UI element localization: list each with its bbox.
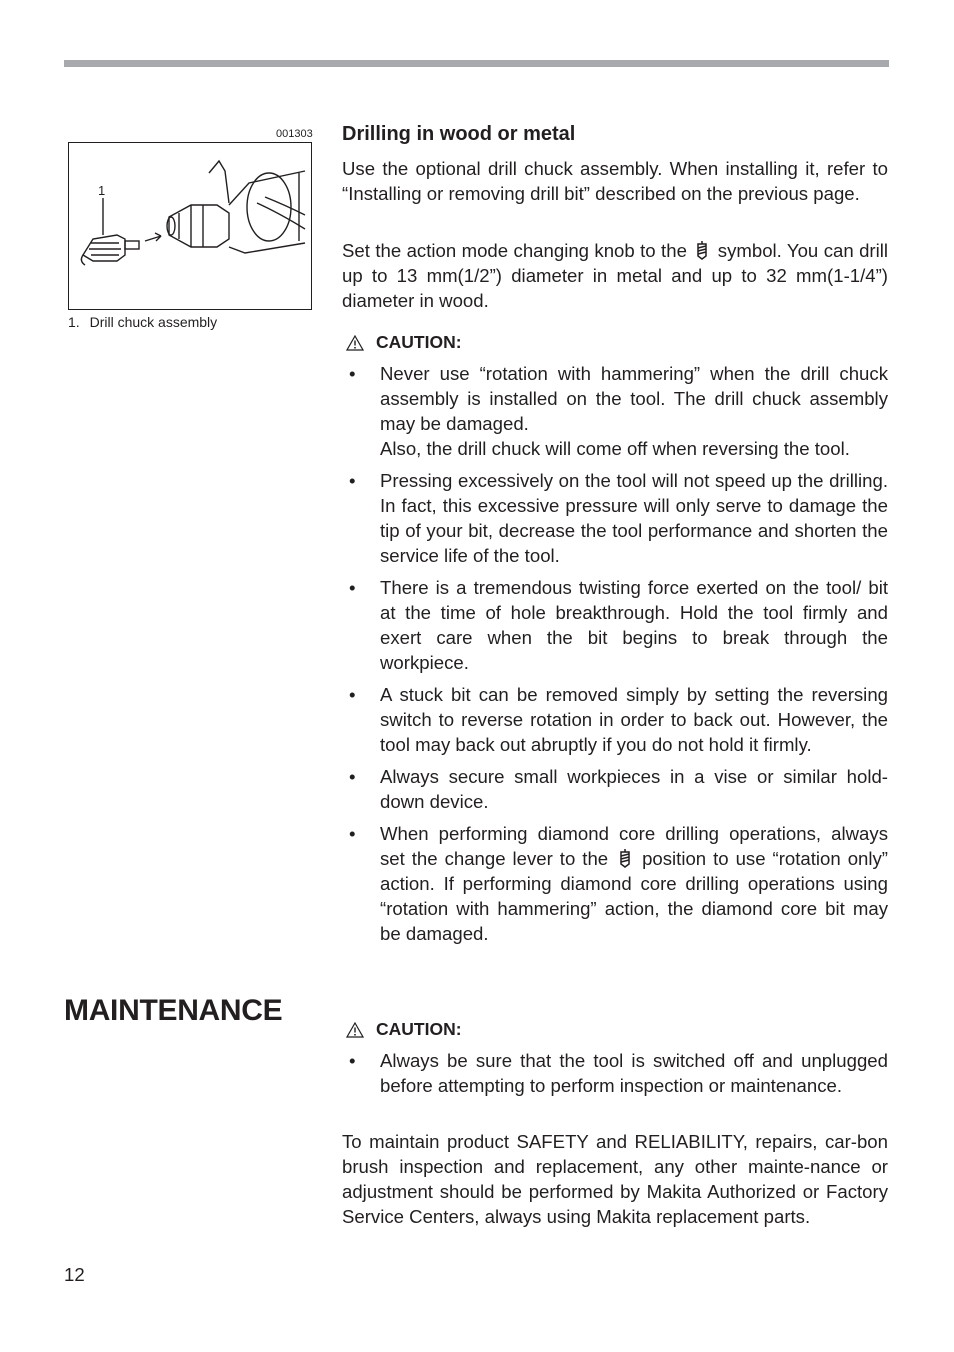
drill-chuck-illustration bbox=[69, 143, 311, 309]
maintenance-paragraph: To maintain product SAFETY and RELIABILITY, repairs, car-bon brush inspection and replacement, any other mainte-nance or adjustment should be performed by Makita Authorized or Factory Service Centers, always using Makita replacement parts. bbox=[342, 1131, 888, 1227]
section-title: Drilling in wood or metal bbox=[342, 123, 576, 145]
header-rule bbox=[64, 60, 889, 67]
list-item-text: Always be sure that the tool is switched off and unplugged before attempting to perform inspection or maintenance. bbox=[380, 1050, 888, 1096]
callout-number: 1 bbox=[98, 183, 106, 198]
caution-heading bbox=[342, 332, 462, 353]
maintenance-heading: MAINTENANCE bbox=[64, 994, 283, 1027]
list-item bbox=[342, 764, 888, 814]
list-item-text: position to use “rotation only” action. If performing diamond core drilling operations using “rotation with hammering” action, the diamond core bit may be damaged. bbox=[380, 848, 888, 944]
list-item-text: Always secure small workpieces in a vise or similar hold-down device. bbox=[380, 766, 888, 812]
mode-paragraph-start: Set the action mode changing knob to the bbox=[342, 240, 687, 261]
bullet-dot: • bbox=[349, 363, 356, 384]
list-item-text: There is a tremendous twisting force exerted on the tool/ bit at the time of hole breakthrough. Hold the tool firmly and exert care when the bit begins to break through the workpiece. bbox=[380, 577, 888, 673]
maintenance-caution-list bbox=[342, 1048, 888, 1098]
list-item bbox=[342, 361, 888, 461]
figure-caption bbox=[68, 314, 217, 330]
figure-code: 001303 bbox=[276, 128, 313, 140]
drill-chuck-figure bbox=[68, 142, 312, 310]
list-item bbox=[342, 575, 888, 675]
bullet-dot: • bbox=[349, 766, 356, 787]
list-item-text: When performing diamond core drilling operations, always set the change lever to the bbox=[380, 823, 888, 869]
page-number: 12 bbox=[64, 1264, 85, 1285]
list-item-text: Pressing excessively on the tool will not speed up the drilling. In fact, this excessive pressure will only serve to damage the tip of your bit, decrease the tool performance and shorten the service life of the tool. bbox=[380, 470, 888, 566]
intro-paragraph: Use the optional drill chuck assembly. When installing it, refer to “Installing or removing drill bit” described on the previous page. bbox=[342, 158, 888, 204]
list-item-text: Also, the drill chuck will come off when reversing the tool. bbox=[380, 438, 850, 459]
bullet-dot: • bbox=[349, 577, 356, 598]
bullet-dot: • bbox=[349, 684, 356, 705]
list-item-text: A stuck bit can be removed simply by setting the reversing switch to reverse rotation in order to back out. However, the tool may back out abruptly if you do not hold it firmly. bbox=[380, 684, 888, 755]
mode-paragraph-end: symbol. You can drill up to 13 mm(1/2”) diameter in metal and up to 32 mm(1-1/4”) diameter in wood. bbox=[342, 240, 889, 311]
caption-text: Drill chuck assembly bbox=[89, 314, 218, 330]
maintenance-caution-heading bbox=[342, 1019, 462, 1040]
caution-label: CAUTION: bbox=[376, 1019, 462, 1039]
intro-paragraph-block bbox=[342, 156, 888, 206]
drill-mode-icon bbox=[617, 848, 633, 868]
list-item bbox=[342, 682, 888, 757]
caution-list bbox=[342, 361, 888, 946]
mode-paragraph-block bbox=[342, 238, 888, 313]
maintenance-paragraph-block bbox=[342, 1129, 888, 1229]
warning-triangle-icon bbox=[346, 1022, 364, 1038]
list-item bbox=[342, 821, 888, 946]
warning-triangle-icon bbox=[346, 335, 364, 351]
list-item-text: Never use “rotation with hammering” when the drill chuck assembly is installed on the tool. The drill chuck assembly may be damaged. bbox=[380, 363, 888, 434]
bullet-dot: • bbox=[349, 1050, 356, 1071]
list-item bbox=[342, 468, 888, 568]
bullet-dot: • bbox=[349, 823, 356, 844]
caption-number: 1. bbox=[68, 314, 80, 330]
drill-mode-icon bbox=[694, 240, 710, 260]
caution-label: CAUTION: bbox=[376, 332, 462, 352]
list-item bbox=[342, 1048, 888, 1098]
mode-paragraph bbox=[342, 238, 888, 313]
bullet-dot: • bbox=[349, 470, 356, 491]
